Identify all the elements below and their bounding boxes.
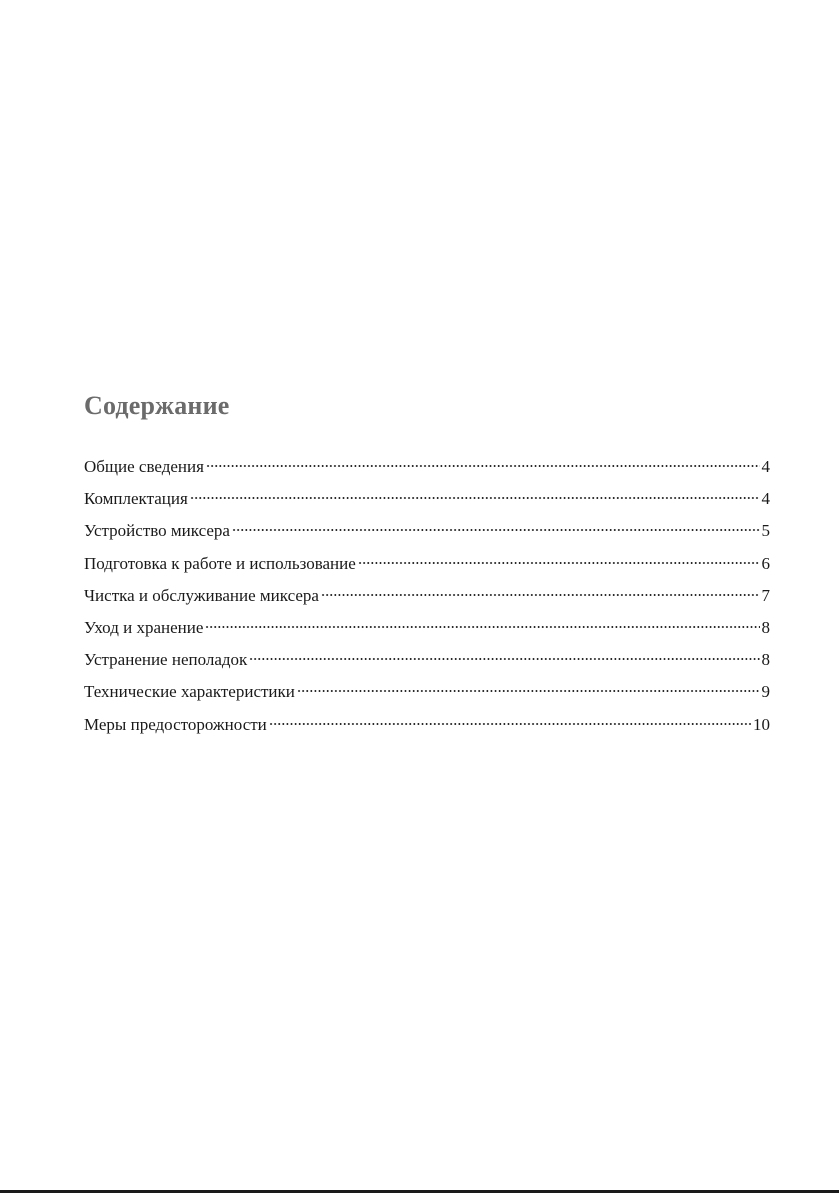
toc-dot-leader xyxy=(249,657,759,661)
toc-entry-page: 4 xyxy=(761,489,770,509)
toc-entry xyxy=(84,456,770,488)
toc-dot-leader xyxy=(206,464,760,468)
toc-entry-label: Технические характеристики xyxy=(84,682,295,702)
toc-entry-page: 10 xyxy=(753,714,770,734)
toc-entry xyxy=(84,553,770,585)
toc-dot-leader xyxy=(297,689,760,693)
page-title: Содержание xyxy=(84,391,230,420)
toc-entry xyxy=(84,714,770,746)
toc-entry-label: Меры предосторожности xyxy=(84,714,267,734)
toc-entry xyxy=(84,617,770,649)
toc-entry xyxy=(84,520,770,552)
toc-dot-leader xyxy=(232,528,760,532)
toc-entry xyxy=(84,649,770,681)
toc-entry xyxy=(84,585,770,617)
toc-entry-label: Устройство миксера xyxy=(84,521,230,541)
toc-dot-leader xyxy=(269,722,751,726)
toc-entry-page: 6 xyxy=(761,553,770,573)
toc-dot-leader xyxy=(190,496,760,500)
toc-entry-label: Устранение неполадок xyxy=(84,650,248,670)
toc-entry-page: 5 xyxy=(761,521,770,541)
toc-entry-page: 4 xyxy=(761,457,770,476)
toc-entry-label: Общие сведения xyxy=(84,457,204,476)
toc-dot-leader xyxy=(205,625,759,629)
toc-entry xyxy=(84,488,770,520)
toc-entry-label: Уход и хранение xyxy=(84,617,204,637)
toc-entry-page: 8 xyxy=(761,617,770,637)
toc-dot-leader xyxy=(358,561,760,565)
toc-entry-page: 8 xyxy=(761,650,770,670)
toc-dot-leader xyxy=(321,593,760,597)
toc-entry-page: 9 xyxy=(761,682,770,702)
toc-entry xyxy=(84,681,770,713)
toc-entry-label: Подготовка к работе и использование xyxy=(84,553,356,573)
table-of-contents xyxy=(84,456,770,746)
toc-entry-page: 7 xyxy=(761,585,770,605)
toc-entry-label: Комплектация xyxy=(84,489,188,509)
toc-entry-label: Чистка и обслуживание миксера xyxy=(84,585,319,605)
